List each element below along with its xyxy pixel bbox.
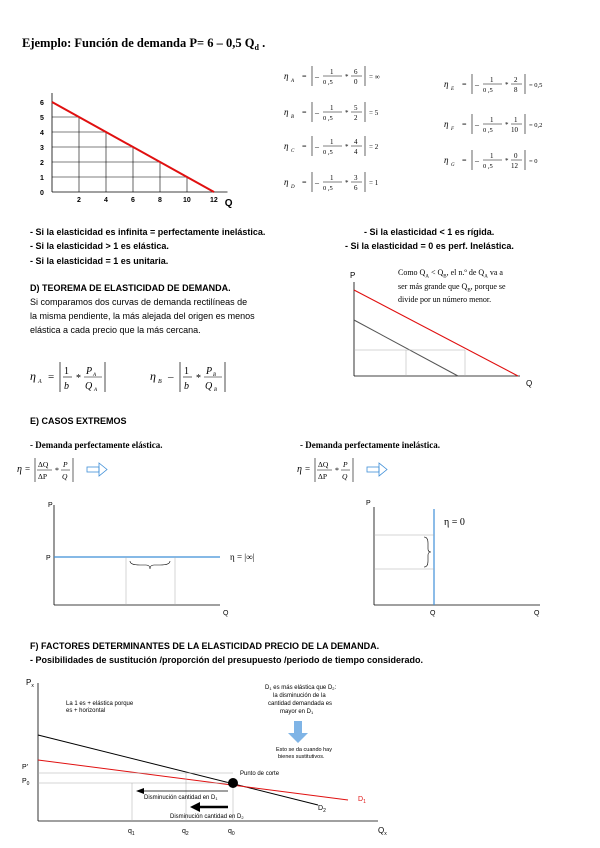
svg-text:=: = (462, 80, 467, 89)
svg-text:0: 0 (354, 78, 358, 86)
section-d-text-2: la misma pendiente, la más alejada del origen es menos (30, 311, 255, 321)
svg-text:P0: $P_0$ (22, 778, 30, 787)
section-e-heading: E) CASOS EXTREMOS (30, 416, 127, 426)
svg-text:0 ,5: 0 ,5 (323, 115, 333, 122)
svg-text:4: 4 (354, 148, 358, 156)
brace-icon (130, 561, 170, 569)
svg-text:Q: Q (62, 472, 68, 481)
svg-text:Esto se da cuando hay: Esto se da cuando hay (276, 747, 332, 753)
svg-text:8: 8 (514, 86, 518, 94)
down-arrow-icon (294, 721, 302, 733)
svg-text:=: = (302, 142, 307, 151)
svg-text:Q: Q (205, 381, 213, 392)
svg-text:η: η (284, 107, 289, 117)
svg-text:B: B (214, 388, 218, 393)
svg-text:12: 12 (511, 162, 518, 170)
svg-text:0 ,5: 0 ,5 (483, 127, 493, 134)
svg-text:F: F (451, 127, 455, 132)
svg-text:1: 1 (330, 174, 334, 182)
perfectly-elastic-chart (40, 495, 290, 625)
section-f-chart (18, 675, 398, 840)
svg-text:q0: $q_0$ (228, 828, 235, 837)
svg-text:η: η (17, 464, 22, 475)
svg-text:Q: Q (85, 381, 93, 392)
y-tick-label: 2 (40, 160, 44, 167)
svg-text:*: * (76, 373, 81, 384)
svg-text:η: η (444, 79, 449, 89)
svg-text:= 2: = 2 (369, 143, 379, 151)
svg-text:ΔP: ΔP (318, 472, 327, 481)
svg-text:=: = (462, 120, 467, 129)
svg-text:η: η (30, 369, 36, 383)
svg-text:B: B (291, 115, 295, 120)
y-tick-label: 1 (40, 175, 44, 182)
svg-text:1: 1 (490, 116, 494, 124)
svg-text:0 ,5: 0 ,5 (323, 149, 333, 156)
svg-text:ΔQ: ΔQ (318, 460, 329, 469)
x-tick-label: 2 (77, 197, 81, 204)
svg-text:E: E (451, 87, 455, 92)
svg-text:η: η (284, 177, 289, 187)
svg-text:b: b (64, 381, 69, 392)
section-d-axis-p: P (350, 271, 356, 280)
perfectly-inelastic-chart (360, 495, 560, 625)
svg-text:= 0,2: = 0,2 (529, 122, 543, 129)
svg-text:*: * (345, 143, 349, 151)
svg-text:=: = (305, 464, 311, 474)
svg-text:Disminución cantidad en D1: Disminución cantidad en D1 (144, 795, 218, 801)
svg-text:Q: Q (223, 610, 229, 617)
svg-text:q1: $q_1$ (128, 828, 135, 837)
y-tick-label: 3 (40, 145, 44, 152)
page-title: Ejemplo: Función de demanda P= 6 – 0,5 $Q_d$ . (22, 36, 266, 52)
svg-text:ΔP: ΔP (38, 472, 47, 481)
svg-text:= ∞: = ∞ (369, 73, 380, 81)
svg-text:Disminución cantidad en D2: Disminución cantidad en D2 (170, 814, 244, 820)
svg-text:La 1 es + elástica porque: La 1 es + elástica porque (66, 701, 134, 707)
svg-text:A: A (291, 79, 295, 84)
svg-text:mayor en D1: mayor en D1 (280, 709, 314, 715)
svg-text:*: * (505, 157, 509, 165)
section-d-note: Como $Q_A < Q_B$, el n.º de $Q_A$ va a ser más grande que $Q_B$, porque se divide por un número menor. (398, 268, 506, 305)
y-tick-label: 0 (40, 190, 44, 197)
svg-text:0 ,5: 0 ,5 (323, 185, 333, 192)
y-tick-label: 6 (40, 100, 44, 107)
svg-text:q2: $q_2$ (182, 828, 189, 837)
right-arrow-icon (87, 463, 107, 476)
svg-text:1: 1 (184, 366, 189, 377)
svg-text:–: – (315, 142, 319, 151)
svg-text:η: η (284, 141, 289, 151)
section-d-text-1: Si comparamos dos curvas de demanda rectilíneas de (30, 297, 248, 307)
svg-text:*: * (55, 466, 59, 475)
y-tick-label: 4 (40, 130, 44, 137)
svg-text:η: η (444, 155, 449, 165)
svg-text:Q: Q (534, 610, 540, 617)
svg-text:D: D (291, 185, 295, 190)
svg-text:–: – (168, 371, 174, 383)
svg-text:6: 6 (354, 68, 358, 76)
svg-text:0: 0 (514, 152, 518, 160)
svg-text:*: * (335, 466, 339, 475)
svg-text:B: B (213, 373, 217, 378)
svg-text:*: * (505, 81, 509, 89)
elasticity-formulas-right (440, 70, 580, 180)
right-arrow-icon (367, 463, 387, 476)
svg-text:–: – (475, 156, 479, 165)
svg-text:Px: $P_x$ (26, 678, 34, 689)
svg-text:= 5: = 5 (369, 109, 379, 117)
rule-unitary: - Si la elasticidad = 1 es unitaria. (30, 256, 169, 266)
svg-text:0 ,5: 0 ,5 (323, 79, 333, 86)
svg-text:A: A (94, 388, 98, 393)
svg-text:P: P (343, 460, 348, 469)
svg-text:1: 1 (330, 138, 334, 146)
section-d-equations (30, 350, 290, 400)
svg-text:η = |∞|: η = |∞| (230, 552, 255, 562)
svg-text:–: – (315, 72, 319, 81)
demand-d1-line (38, 760, 348, 800)
svg-text:cantidad demandada es: cantidad demandada es (268, 701, 333, 707)
svg-text:2: 2 (514, 76, 518, 84)
svg-text:Qx: $Q_x$ (378, 826, 387, 837)
rule-infinite: - Si la elasticidad es infinita = perfectamente inelástica. (30, 227, 266, 237)
svg-text:D1: $D_1$ (358, 796, 366, 805)
svg-text:*: * (505, 121, 509, 129)
section-d-chart (340, 268, 560, 418)
rule-rigid: - Si la elasticidad < 1 es rígida. (364, 227, 495, 237)
punto-de-corte-icon (228, 778, 238, 788)
rule-zero: - Si la elasticidad = 0 es perf. Inelástica. (345, 241, 514, 251)
svg-text:=: = (48, 371, 55, 383)
rule-elastic: - Si la elasticidad > 1 es elástica. (30, 241, 169, 251)
svg-text:6: 6 (354, 184, 358, 192)
svg-text:la disminución de la: la disminución de la (273, 693, 326, 699)
x-tick-label: 8 (158, 197, 162, 204)
svg-text:–: – (475, 80, 479, 89)
svg-text:B: B (158, 379, 162, 385)
section-e-right-title: - Demanda perfectamente inelástica. (300, 440, 440, 450)
svg-text:D2: $D_2$ (318, 805, 326, 814)
svg-text:5: 5 (354, 104, 358, 112)
svg-text:1: 1 (330, 68, 334, 76)
svg-text:es + horizontal: es + horizontal (66, 708, 106, 714)
svg-text:–: – (315, 178, 319, 187)
svg-text:–: – (315, 108, 319, 117)
svg-text:1: 1 (514, 116, 518, 124)
svg-text:η = 0: η = 0 (444, 517, 465, 528)
svg-text:b: b (184, 381, 189, 392)
elasticity-formulas-left (280, 62, 420, 212)
svg-text:η: η (297, 464, 302, 475)
demand-chart (30, 70, 270, 210)
svg-text:P: P (63, 460, 68, 469)
svg-text:η: η (444, 119, 449, 129)
svg-text:1: 1 (490, 152, 494, 160)
svg-text:Q: Q (430, 610, 436, 617)
x-axis-label: Q (224, 198, 233, 209)
section-e-left-title: - Demanda perfectamente elástica. (30, 440, 163, 450)
svg-text:Q: Q (342, 472, 348, 481)
svg-text:C: C (291, 149, 295, 154)
svg-text:P': P' (22, 764, 29, 771)
x-tick-label: 4 (104, 197, 108, 204)
svg-text:Punto de corte: Punto de corte (240, 771, 280, 777)
svg-text:10: 10 (511, 126, 518, 134)
svg-text:= 1: = 1 (369, 179, 379, 187)
svg-text:G: G (451, 163, 455, 168)
svg-text:*: * (345, 73, 349, 81)
x-tick-label: 6 (131, 197, 135, 204)
svg-text:ΔQ: ΔQ (38, 460, 49, 469)
svg-text:*: * (196, 373, 201, 384)
section-e-right-formula (295, 452, 415, 488)
section-e-left-formula (15, 452, 135, 488)
svg-text:A: A (38, 379, 42, 385)
svg-text:0 ,5: 0 ,5 (483, 163, 493, 170)
svg-text:=: = (25, 464, 31, 474)
svg-text:=: = (302, 178, 307, 187)
svg-text:1: 1 (64, 366, 69, 377)
svg-text:P: P (48, 502, 53, 509)
svg-text:P: P (46, 555, 51, 562)
svg-text:1: 1 (490, 76, 494, 84)
svg-text:2: 2 (354, 114, 358, 122)
svg-text:*: * (345, 179, 349, 187)
svg-text:=: = (462, 156, 467, 165)
svg-text:=: = (302, 108, 307, 117)
svg-text:η: η (150, 369, 156, 383)
svg-text:P: P (366, 500, 371, 507)
section-d-axis-q: Q (526, 379, 533, 388)
svg-text:= 0: = 0 (529, 158, 538, 165)
svg-text:0 ,5: 0 ,5 (483, 87, 493, 94)
y-tick-label: 5 (40, 115, 44, 122)
svg-text:A: A (93, 373, 97, 378)
svg-text:bienes sustitutivos.: bienes sustitutivos. (278, 754, 325, 760)
section-d-heading: D) TEOREMA DE ELASTICIDAD DE DEMANDA. (30, 283, 231, 293)
svg-text:–: – (475, 120, 479, 129)
x-tick-label: 10 (183, 197, 191, 204)
svg-text:3: 3 (354, 174, 358, 182)
x-tick-label: 12 (210, 197, 218, 204)
svg-text:*: * (345, 109, 349, 117)
section-d-text-3: elástica a cada precio que la más cercana. (30, 325, 201, 335)
brace-icon (424, 537, 431, 567)
svg-text:1: 1 (330, 104, 334, 112)
svg-text:= 0,5: = 0,5 (529, 82, 543, 89)
svg-text:4: 4 (354, 138, 358, 146)
svg-text:P: P (86, 366, 93, 377)
svg-text:P: P (206, 366, 213, 377)
svg-text:=: = (302, 72, 307, 81)
section-f-heading: F) FACTORES DETERMINANTES DE LA ELASTICIDAD PRECIO DE LA DEMANDA. (30, 641, 380, 651)
svg-text:η: η (284, 71, 289, 81)
svg-text:D1 es más elástica que D2:: D1 es más elástica que D2: (265, 685, 337, 691)
section-f-subheading: - Posibilidades de sustitución /proporción del presupuesto /periodo de tiempo considerado. (30, 655, 424, 665)
